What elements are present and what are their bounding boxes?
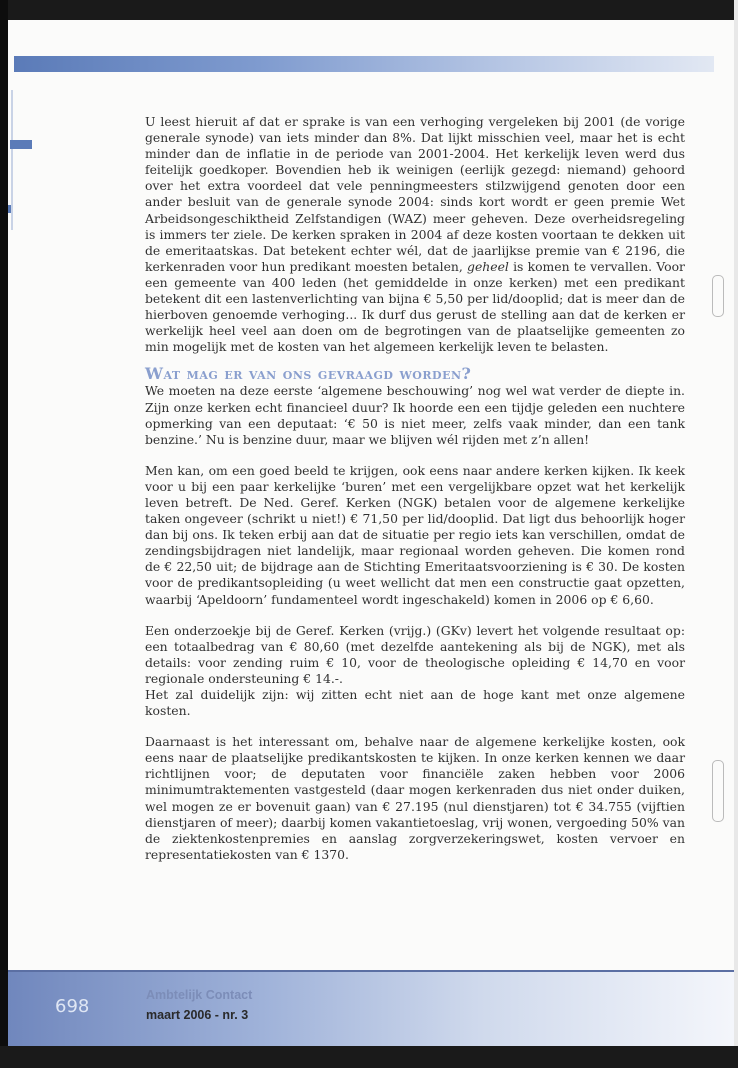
binding-hole bbox=[712, 275, 724, 317]
issue-label: maart 2006 - nr. 3 bbox=[146, 1008, 249, 1022]
paragraph: Men kan, om een goed beeld te krijgen, ook eens naar andere kerken kijken. Ik keek voor u bij een paar kerkelijke ‘buren’ met een vergelijkbare opzet wat het kerkelijk leven betreft. De Ned. Geref. Kerken (NGK) betalen voor de algemene kerkelijke taken ongeveer (schrikt u niet!) € 71,50 per lid/dooplid. Dat ligt dus behoorlijk hoger dan bij ons. Ik teken erbij aan dat de situatie per regio iets kan verschillen, omdat de zendingsbijdragen niet landelijk, maar regionaal worden geheven. Die komen rond de € 22,50 uit; de bijdrage aan de Stichting Emeritaatsvoorziening is € 30. De kosten voor de predikantsopleiding (u weet wellicht dat men een constructie gaat opzetten, waarbij ‘Apeldoorn’ fundamenteel wordt ingeschakeld) komen in 2006 op € 6,60. bbox=[145, 462, 685, 607]
page-number: 698 bbox=[55, 996, 90, 1017]
publication-title: Ambtelijk Contact bbox=[146, 988, 253, 1002]
binding-hole bbox=[712, 760, 724, 822]
section-heading: Wat mag er van ons gevraagd worden? bbox=[145, 364, 472, 384]
footer-band bbox=[8, 972, 734, 1046]
margin-marker bbox=[10, 140, 32, 149]
paragraph: Een onderzoekje bij de Geref. Kerken (vrijg.) (GKv) levert het volgende resultaat op: een totaalbedrag van € 80,60 (met dezelfde aantekening als bij de NGK), met als details: voor zending ruim € 10, voor de theologische opleiding € 14,70 en voor regionale ondersteuning € 14.-. bbox=[145, 622, 685, 686]
margin-dot bbox=[8, 205, 11, 213]
paragraph: We moeten na deze eerste ‘algemene beschouwing’ nog wel wat verder de diepte in. Zijn onze kerken echt financieel duur? Ik hoorde een een tijdje geleden een nuchtere opmerking van een deputaat: ‘€ 50 is niet meer, zelfs vaak minder, dan een tank benzine.’ Nu is benzine duur, maar we blijven wél rijden met z’n allen! bbox=[145, 383, 685, 447]
scan-border-right bbox=[734, 0, 738, 1068]
header-color-band bbox=[14, 56, 714, 72]
emphasis: geheel bbox=[467, 258, 509, 274]
scan-border-top bbox=[0, 0, 738, 20]
margin-rule bbox=[11, 90, 13, 230]
paragraph: Daarnaast is het interessant om, behalve naar de algemene kerkelijke kosten, ook eens naar de plaatselijke predikantskosten te kijken. In onze kerken kennen we daar richtlijnen voor; de deputaten voor financiële zaken hebben voor 2006 minimumtraktementen vastgesteld (daar mogen kerkenraden dus niet onder duiken, wel mogen ze er bovenuit gaan) van € 27.195 (nul dienstjaren) tot € 34.755 (vijftien dienstjaren of meer); daarbij komen vakantietoeslag, vrij wonen, vergoeding 50% van de ziektenkostenpremies en aanslag zorgverzekeringswet, kosten vervoer en representatiekosten van € 1370. bbox=[145, 734, 685, 862]
paragraph: Het zal duidelijk zijn: wij zitten echt niet aan de hoge kant met onze algemene kosten. bbox=[145, 687, 685, 719]
paragraph: U leest hieruit af dat er sprake is van een verhoging vergeleken bij 2001 (de vorige generale synode) van iets minder dan 8%. Dat lijkt misschien veel, maar het is echt minder dan de inflatie in de periode van 2001-2004. Het kerkelijk leven werd dus feitelijk goedkoper. Bovendien heb ik weinigen (eerlijk gezegd: niemand) gehoord over het extra voordeel dat vele penningmeesters stilzwijgend genoten door een ander besluit van de generale synode 2004: sinds kort wordt er geen premie Wet Arbeidsongeschiktheid Zelfstandigen (WAZ) meer geheven. Deze overheidsregeling is immers ter ziele. De kerken spraken in 2004 af deze kosten voortaan te dekken uit de emeritaatskas. Dat betekent echter wél, dat de jaarlijkse premie van € 2196, die kerkenraden voor hun predikant moesten betalen, geheel is komen te vervallen. Voor een gemeente van 400 leden (het gemiddelde in onze kerken) met een predikant betekent dit een lastenverlichting van bijna € 5,50 per lid/dooplid; dat is meer dan de hierboven genoemde verhoging... Ik durf dus gerust de stelling aan dat de kerken er werkelijk heel veel aan doen om de begrotingen van de plaatselijke gemeenten zo min mogelijk met de kosten van het algemeen kerkelijk leven te belasten. bbox=[145, 114, 685, 355]
scan-border-left bbox=[0, 0, 8, 1068]
scan-border-bottom bbox=[0, 1046, 738, 1068]
article-body bbox=[145, 114, 685, 863]
